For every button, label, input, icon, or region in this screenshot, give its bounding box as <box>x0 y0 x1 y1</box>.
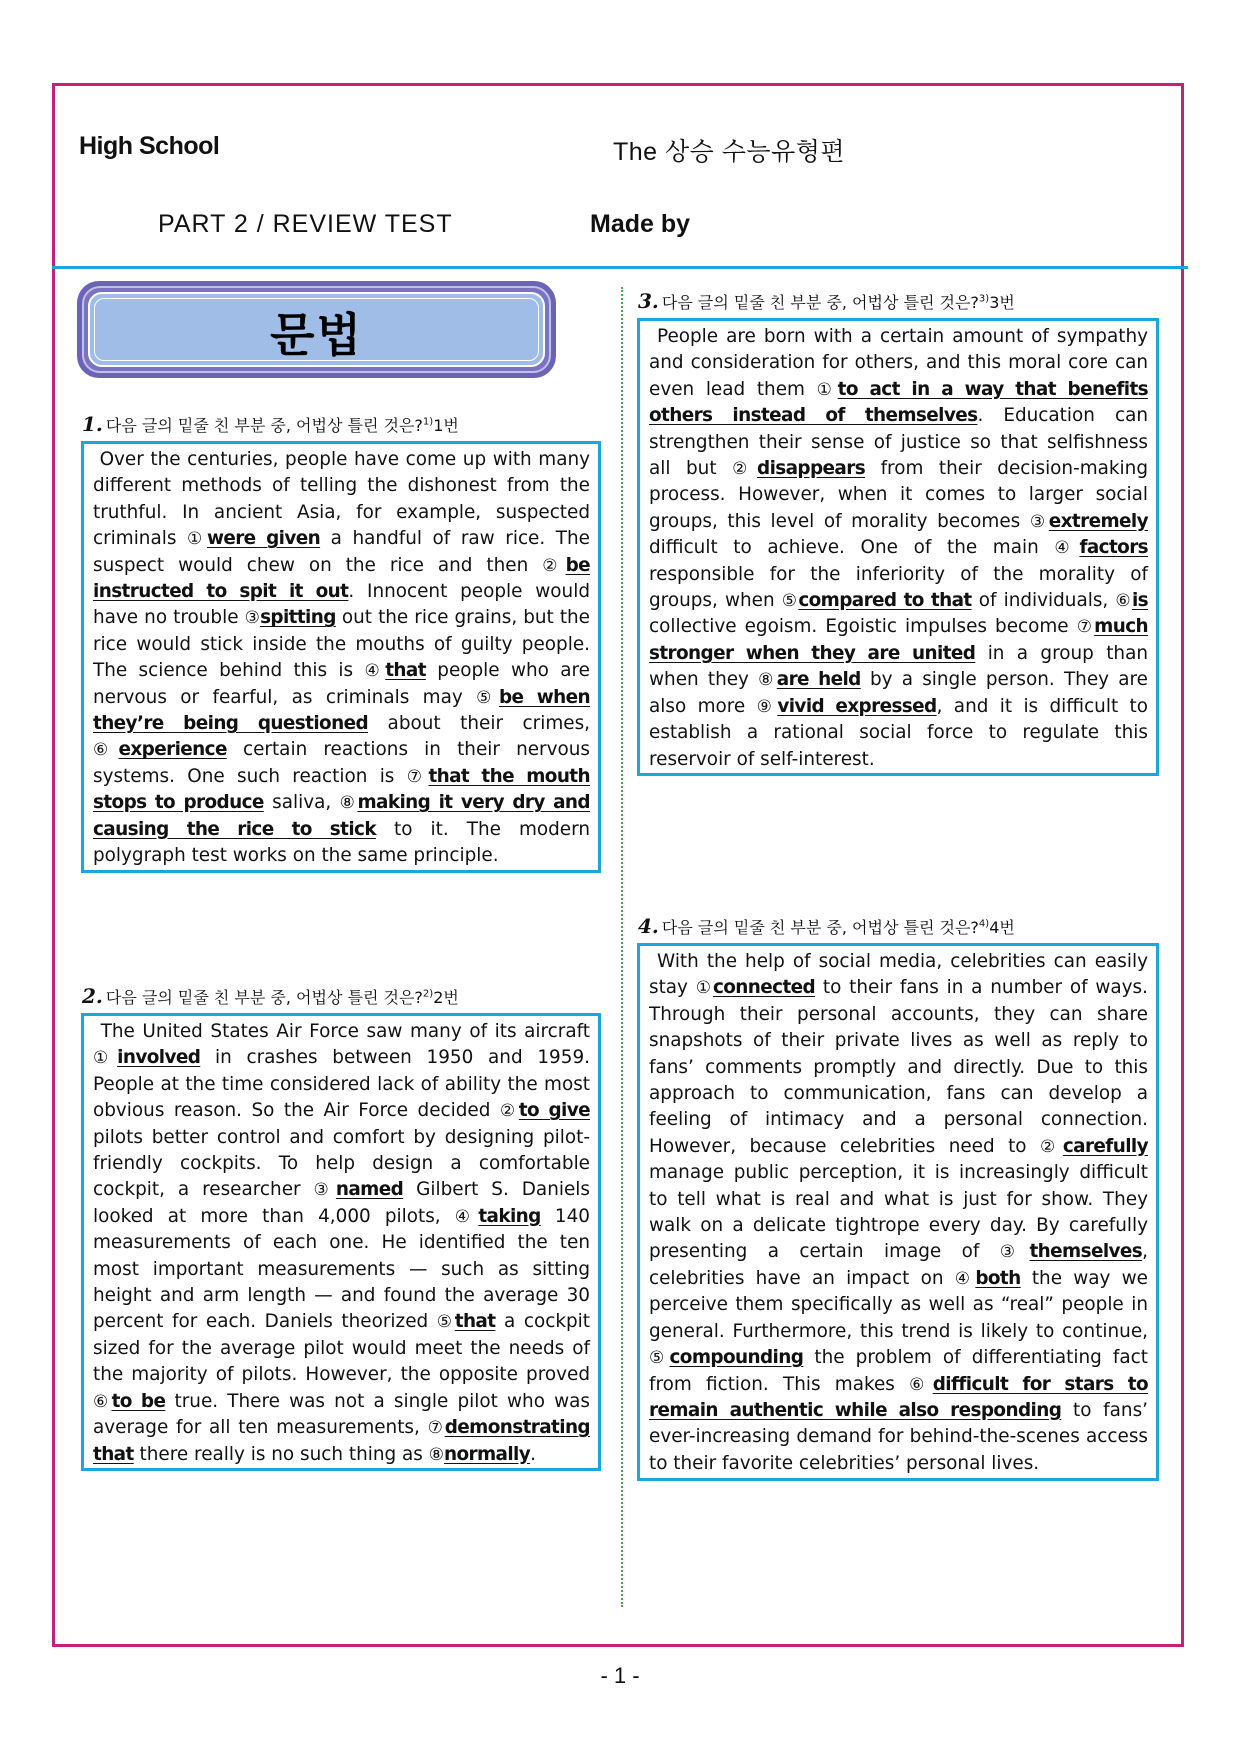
question-3-title <box>638 289 1015 313</box>
question-1-passage <box>81 441 601 873</box>
footnote-marker: 2) <box>422 988 434 1000</box>
question-prompt: 다음 글의 밑줄 친 부분 중, 어법상 틀린 것은? <box>661 293 979 312</box>
passage-text: people who are nervous or fearful, as criminals may <box>93 660 590 708</box>
choice-marker: ⑥ <box>93 740 119 761</box>
underlined-choice: themselves <box>1029 1241 1143 1263</box>
underlined-choice: much stronger when they are united <box>649 616 1148 664</box>
question-4-title <box>638 914 1015 938</box>
passage-text: . <box>530 1443 536 1465</box>
choice-marker: ⑤ <box>476 687 499 708</box>
passage-text: Over the centuries, people have come up with many different methods of telling the dishonest from the truthful. In ancient Asia, for example, suspected criminals <box>93 449 590 550</box>
choice-marker: ⑦ <box>406 766 429 787</box>
underlined-choice: compounding <box>669 1347 804 1369</box>
choice-marker: ⑦ <box>1076 617 1095 638</box>
passage-text: out the rice grains, but the rice would stick inside the mouths of guilty people. The science behind this is <box>93 607 591 682</box>
choice-marker: ⑤ <box>436 1312 455 1333</box>
choice-marker: ⑧ <box>339 793 358 814</box>
choice-marker: ③ <box>1029 511 1049 532</box>
underlined-choice: spitting <box>260 607 336 629</box>
question-prompt: 다음 글의 밑줄 친 부분 중, 어법상 틀린 것은? <box>105 988 423 1007</box>
choice-marker: ② <box>732 459 757 480</box>
question-number: 4. <box>638 914 659 938</box>
passage-text: by a single person. They are also more <box>649 669 1148 717</box>
header-divider <box>52 266 1188 269</box>
question-number: 2. <box>82 984 103 1008</box>
choice-marker: ① <box>695 978 713 999</box>
passage-text: a handful of raw rice. The suspect would chew on the rice and then <box>93 528 590 576</box>
question-tag: 1번 <box>433 416 459 435</box>
footnote-marker: 1) <box>422 416 434 428</box>
choice-marker: ① <box>816 379 838 400</box>
question-prompt: 다음 글의 밑줄 친 부분 중, 어법상 틀린 것은? <box>661 918 979 937</box>
column-divider <box>621 287 623 1607</box>
passage-text: true. There was not a single pilot who was average for all ten measurements, <box>93 1390 591 1439</box>
question-number: 3. <box>638 289 659 313</box>
underlined-choice: factors <box>1079 537 1149 559</box>
footnote-marker: 3) <box>978 293 990 305</box>
choice-marker: ② <box>542 555 566 576</box>
passage-text: a cockpit sized for the average pilot would meet the needs of the majority of pilots. However, the opposite proved <box>93 1311 590 1386</box>
choice-marker: ④ <box>454 1206 479 1227</box>
underlined-choice: difficult for stars to remain authentic while also responding <box>649 1373 1148 1421</box>
part-label: PART 2 / REVIEW TEST <box>158 210 453 238</box>
passage-text: 140 measurements of each one. He identified the ten most important measurements — such as sitting height and arm length — and found the average 30 percent for each. Daniels theorized <box>93 1205 590 1333</box>
passage-text: in crashes between 1950 and 1959. People at the time considered lack of ability the most obvious reason. So the Air Force decided <box>93 1047 590 1122</box>
underlined-choice: that <box>385 660 426 682</box>
underlined-choice: carefully <box>1062 1135 1148 1157</box>
underlined-choice: be instructed to spit it out <box>93 554 591 603</box>
choice-marker: ① <box>93 1048 118 1069</box>
passage-text: there really is no such thing as <box>133 1443 429 1465</box>
underlined-choice: experience <box>118 739 227 761</box>
passage-text: responsible for the inferiority of the morality of groups, when <box>649 563 1148 612</box>
choice-marker: ⑨ <box>756 696 778 717</box>
passage-text: The United States Air Force saw many of its aircraft <box>93 1021 590 1042</box>
underlined-choice: normally <box>443 1443 531 1465</box>
book-title: The 상승 수능유형편 <box>613 138 846 166</box>
choice-marker: ⑧ <box>758 670 777 691</box>
underlined-choice: taking <box>478 1205 541 1227</box>
choice-marker: ⑤ <box>649 1348 670 1369</box>
underlined-choice: are held <box>776 669 861 691</box>
question-1-title <box>82 412 459 436</box>
underlined-choice: involved <box>117 1047 201 1069</box>
choice-marker: ③ <box>313 1180 336 1201</box>
underlined-choice: were given <box>206 528 321 550</box>
underlined-choice: is <box>1131 590 1148 612</box>
choice-marker: ③ <box>244 608 261 629</box>
underlined-choice: disappears <box>757 458 866 480</box>
passage-text: to their fans in a number of ways. Through their personal accounts, they can share snapshots of their private lives as well as reply to fans’ comments promptly and directly. Due to this approach to communication, fans can develop a feeling of intimacy and a personal connection. However, because celebrities need to <box>649 977 1148 1157</box>
passage-text: to fans’ ever-increasing demand for behind-the-scenes access to their favorite celebrities’ personal lives. <box>649 1399 1149 1474</box>
choice-marker: ⑥ <box>1115 591 1132 612</box>
passage-text: , and it is difficult to establish a rational social force to regulate this reservoir of self-interest. <box>649 695 1148 770</box>
underlined-choice: vivid expressed <box>777 695 937 717</box>
passage-text: With the help of social media, celebrities can easily stay <box>649 951 1148 999</box>
passage-text: pilots better control and comfort by designing pilot-friendly cockpits. To help design a comfortable cockpit, a researcher <box>93 1126 590 1201</box>
question-number: 1. <box>82 412 103 436</box>
underlined-choice: be when they’re being questioned <box>93 686 590 735</box>
question-3-passage <box>637 318 1159 776</box>
passage-text: to it. The modern polygraph test works on the same principle. <box>93 818 590 867</box>
choice-marker: ④ <box>364 661 386 682</box>
choice-marker: ③ <box>999 1242 1030 1263</box>
passage-text: difficult to achieve. One of the main <box>649 537 1055 559</box>
question-tag: 4번 <box>989 918 1015 937</box>
passage-text: . Innocent people would have no trouble <box>93 581 590 629</box>
underlined-choice: to act in a way that benefits others instead of themselves <box>649 378 1148 427</box>
choice-marker: ⑤ <box>781 591 799 612</box>
passage-text: , celebrities have an impact on <box>649 1241 1148 1289</box>
passage-text: the way we perceive them specifically as well as “real” people in general. Furthermore, this trend is likely to continue, <box>649 1267 1148 1342</box>
question-2-passage <box>81 1013 601 1471</box>
passage-text: the problem of differentiating fact from fiction. This makes <box>649 1347 1148 1395</box>
passage-text: Gilbert S. Daniels looked at more than 4,000 pilots, <box>93 1179 590 1227</box>
underlined-choice: both <box>975 1267 1021 1289</box>
passage-text: manage public perception, it is increasingly difficult to tell what is real and what is just for show. They walk on a delicate tightrope every day. By carefully presenting a certain image of <box>649 1162 1148 1263</box>
passage-text: about their crimes, <box>368 713 590 735</box>
passage-text: of individuals, <box>971 590 1116 612</box>
underlined-choice: connected <box>712 977 816 999</box>
passage-text: in a group than when they <box>649 642 1148 691</box>
underlined-choice: compared to that <box>798 590 972 612</box>
banner-title: 문법 <box>270 308 363 362</box>
footnote-marker: 4) <box>978 918 990 930</box>
underlined-choice: to give <box>518 1100 590 1122</box>
underlined-choice: extremely <box>1048 510 1148 532</box>
underlined-choice: making it very dry and causing the rice to stick <box>93 792 590 840</box>
question-tag: 3번 <box>989 293 1015 312</box>
question-4-passage <box>637 943 1159 1481</box>
question-2-title <box>82 984 459 1008</box>
school-label: High School <box>79 132 220 160</box>
choice-marker: ① <box>186 529 207 550</box>
choice-marker: ⑥ <box>909 1374 933 1395</box>
passage-text: from their decision-making process. However, when it comes to larger social groups, this level of morality becomes <box>649 458 1148 532</box>
choice-marker: ⑥ <box>93 1391 112 1412</box>
choice-marker: ⑦ <box>427 1418 445 1439</box>
underlined-choice: that the mouth stops to produce <box>93 765 590 814</box>
made-by-label: Made by <box>590 210 691 238</box>
question-tag: 2번 <box>433 988 459 1007</box>
passage-text: saliva, <box>263 792 340 814</box>
underlined-choice: named <box>335 1179 404 1201</box>
passage-text: certain reactions in their nervous systems. One such reaction is <box>93 739 590 787</box>
choice-marker: ② <box>499 1101 519 1122</box>
passage-text: collective egoism. Egoistic impulses become <box>649 616 1077 638</box>
question-prompt: 다음 글의 밑줄 친 부분 중, 어법상 틀린 것은? <box>105 416 423 435</box>
choice-marker: ④ <box>1054 538 1080 559</box>
choice-marker: ② <box>1040 1136 1063 1157</box>
choice-marker: ⑧ <box>428 1444 444 1465</box>
underlined-choice: demonstrating that <box>93 1417 590 1465</box>
choice-marker: ④ <box>954 1268 976 1289</box>
underlined-choice: to be <box>111 1390 166 1412</box>
passage-text: People are born with a certain amount of sympathy and consideration for others, and this moral core can even lead them <box>649 326 1148 400</box>
underlined-choice: that <box>454 1311 496 1333</box>
page-number: - 1 - <box>600 1663 640 1688</box>
passage-text: . Education can strengthen their sense of justice so that selfishness all but <box>649 405 1148 480</box>
section-banner <box>77 281 556 378</box>
